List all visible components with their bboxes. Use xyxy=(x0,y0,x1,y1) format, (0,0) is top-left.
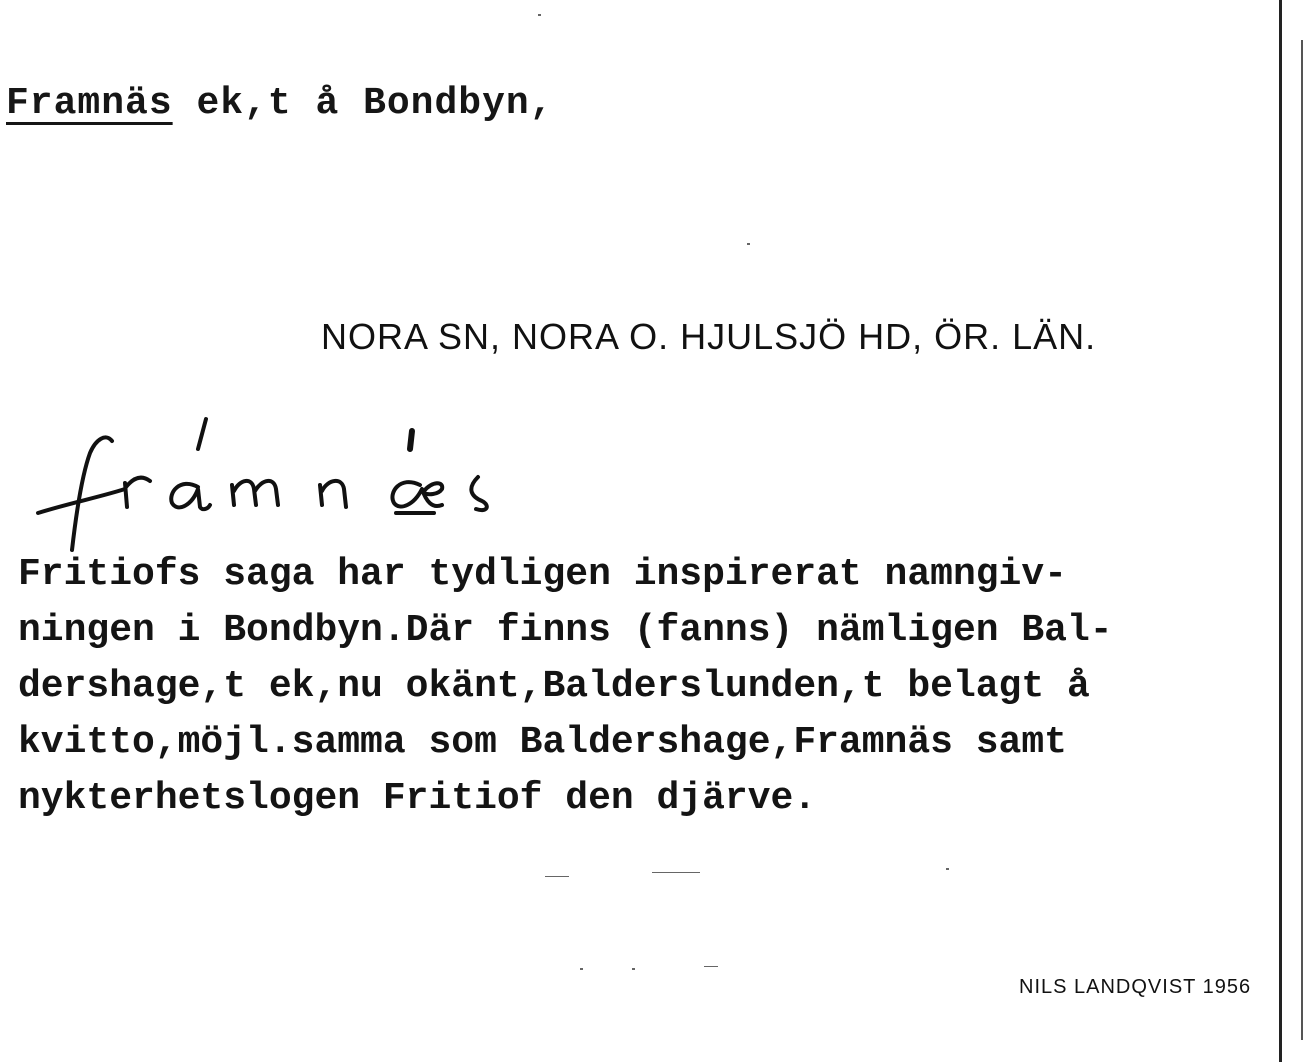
scan-speck xyxy=(946,868,949,870)
scan-speck xyxy=(545,876,569,877)
scan-speck xyxy=(632,968,635,970)
card-edge xyxy=(1279,0,1282,1062)
scan-speck xyxy=(652,872,700,873)
scan-speck xyxy=(538,14,541,16)
body-line: Fritiofs saga har tydligen inspirerat namngiv- xyxy=(18,553,1067,596)
headword-name: Framnäs xyxy=(6,82,173,125)
card-edge-shadow xyxy=(1301,40,1303,1040)
body-line: ningen i Bondbyn.Där finns (fanns) nämligen Bal- xyxy=(18,609,1113,652)
body-line: dershage,t ek,nu okänt,Balderslunden,t belagt å xyxy=(18,665,1090,708)
scan-speck xyxy=(747,243,750,245)
scan-speck xyxy=(704,966,718,967)
body-line: kvitto,möjl.samma som Baldershage,Framnäs samt xyxy=(18,721,1067,764)
headword-line xyxy=(6,82,554,125)
scan-speck xyxy=(580,968,583,970)
body-line: nykterhetslogen Fritiof den djärve. xyxy=(18,777,817,820)
headword-description: ek,t å Bondbyn, xyxy=(196,82,554,125)
signature: NILS LANDQVIST 1956 xyxy=(1019,976,1252,998)
location-line: NORA SN, NORA O. HJULSJÖ HD, ÖR. LÄN. xyxy=(321,316,1097,357)
body-text xyxy=(18,547,1113,827)
handwritten-pronunciation xyxy=(30,405,510,555)
